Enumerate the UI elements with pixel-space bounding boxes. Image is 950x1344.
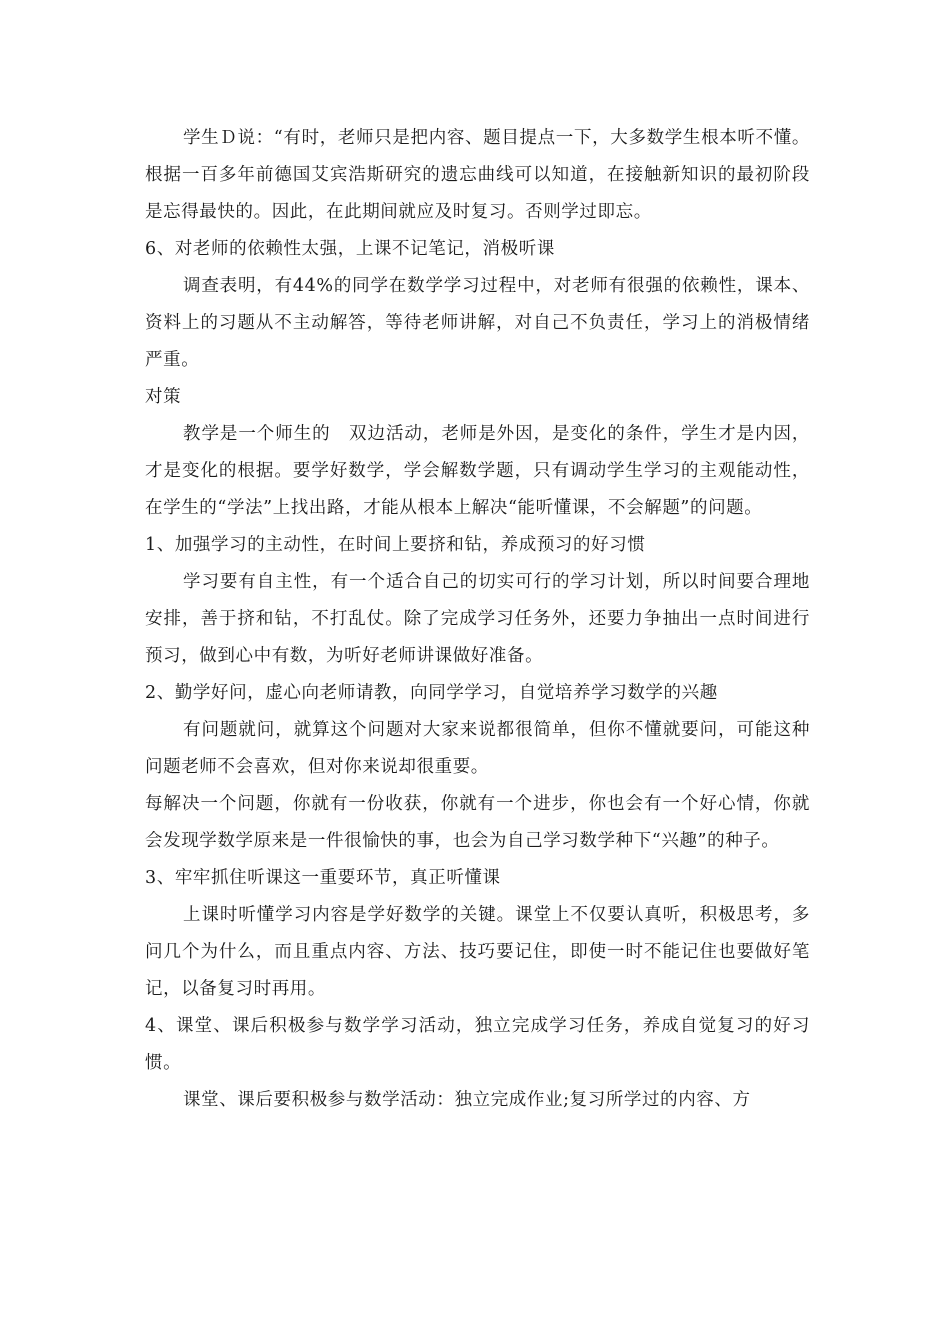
paragraph-student-d-quote: 学生Ｄ说：“有时，老师只是把内容、题目提点一下，大多数学生根本听不懂。根据一百多年前德国艾宾浩斯研究的遗忘曲线可以知道，在接触新知识的最初阶段是忘得最快的。因此，在此期间就应及时复习。否则学过即忘。	[145, 128, 810, 222]
heading-3-listen-in-class: 3、牢牢抓住听课这一重要环节，真正听懂课	[145, 868, 501, 888]
paragraph-each-problem-solved: 每解决一个问题，你就有一份收获，你就有一个进步，你也会有一个好心情，你就会发现学数学原来是一件很愉快的事，也会为自己学习数学种下“兴趣”的种子。	[145, 794, 810, 851]
heading-1-initiative: 1、加强学习的主动性，在时间上要挤和钻，养成预习的好习惯	[145, 535, 646, 555]
paragraph-study-plan: 学习要有自主性，有一个适合自己的切实可行的学习计划，所以时间要合理地安排，善于挤和钻，不打乱仗。除了完成学习任务外，还要力争抽出一点时间进行预习，做到心中有数，为听好老师讲课做好准备。	[145, 572, 810, 666]
heading-4-participate-review: 4、课堂、课后积极参与数学学习活动，独立完成学习任务，养成自觉复习的好习惯。	[145, 1016, 810, 1073]
heading-2-ask-questions: 2、勤学好问，虚心向老师请教，向同学学习，自觉培养学习数学的兴趣	[145, 683, 718, 703]
heading-6-teacher-dependence: 6、对老师的依赖性太强，上课不记笔记，消极听课	[145, 239, 555, 259]
heading-countermeasures: 对策	[145, 387, 182, 407]
paragraph-survey-44-percent: 调查表明，有44%的同学在数学学习过程中，对老师有很强的依赖性，课本、资料上的习题从不主动解答，等待老师讲解，对自己不负责任，学习上的消极情绪严重。	[145, 276, 810, 370]
paragraph-teaching-two-way: 教学是一个师生的 双边活动，老师是外因，是变化的条件，学生才是内因，才是变化的根据。要学好数学，学会解数学题，只有调动学生学习的主观能动性，在学生的“学法”上找出路，才能从根本上解决“能听懂课，不会解题”的问题。	[145, 424, 810, 518]
paragraph-understand-in-class: 上课时听懂学习内容是学好数学的关键。课堂上不仅要认真听，积极思考，多问几个为什么，而且重点内容、方法、技巧要记住，即使一时不能记住也要做好笔记，以备复习时再用。	[145, 905, 810, 999]
paragraph-after-class-activities: 课堂、课后要积极参与数学活动：独立完成作业;复习所学过的内容、方	[183, 1090, 751, 1110]
paragraph-ask-when-unsure: 有问题就问，就算这个问题对大家来说都很简单，但你不懂就要问，可能这种问题老师不会喜欢，但对你来说却很重要。	[145, 720, 810, 777]
document-body	[145, 120, 810, 1119]
